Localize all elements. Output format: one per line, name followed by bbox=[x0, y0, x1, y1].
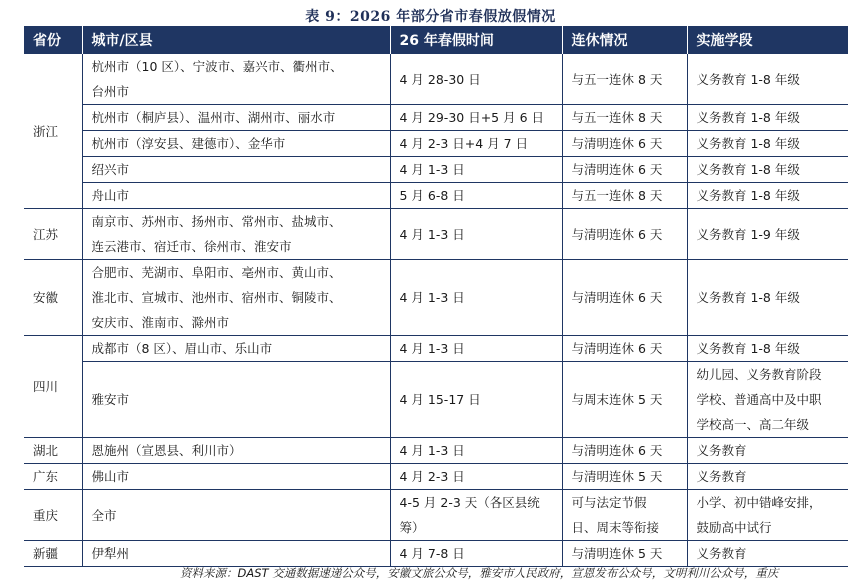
time-cell-line: 4 月 29-30 日+5 月 6 日 bbox=[399, 110, 544, 125]
time-cell bbox=[390, 183, 562, 209]
table-title: 表 9：2026 年部分省市春假放假情况 bbox=[305, 9, 556, 25]
break-cell bbox=[562, 105, 687, 131]
stage-cell-line: 小学、初中错峰安排， bbox=[696, 495, 822, 510]
break-cell bbox=[562, 260, 687, 336]
stage-cell-line: 义务教育 bbox=[696, 546, 747, 561]
break-cell-line: 与清明连休 6 天 bbox=[571, 443, 663, 458]
break-cell-line: 与清明连休 6 天 bbox=[571, 290, 663, 305]
city-cell bbox=[82, 209, 390, 260]
stage-cell-line: 义务教育 1-8 年级 bbox=[696, 136, 800, 151]
time-cell bbox=[390, 490, 562, 541]
break-cell-line: 与五一连休 8 天 bbox=[571, 188, 663, 203]
city-cell bbox=[82, 105, 390, 131]
stage-cell bbox=[687, 183, 848, 209]
city-cell bbox=[82, 541, 390, 567]
table-row bbox=[24, 438, 848, 464]
city-cell-line: 杭州市（10 区）、宁波市、嘉兴市、衢州市、 bbox=[91, 59, 343, 74]
city-cell bbox=[82, 54, 390, 105]
stage-cell bbox=[687, 157, 848, 183]
province-cell: 重庆 bbox=[24, 490, 82, 541]
header-city: 城市/区县 bbox=[82, 26, 390, 54]
city-cell bbox=[82, 131, 390, 157]
time-cell bbox=[390, 541, 562, 567]
break-cell-line: 与周末连休 5 天 bbox=[571, 392, 663, 407]
province-cell: 浙江 bbox=[24, 54, 82, 209]
time-cell bbox=[390, 362, 562, 438]
header-time: 26 年春假时间 bbox=[390, 26, 562, 54]
stage-cell-line: 义务教育 1-8 年级 bbox=[696, 188, 800, 203]
time-cell-line: 4 月 2-3 日+4 月 7 日 bbox=[399, 136, 529, 151]
stage-cell bbox=[687, 362, 848, 438]
break-cell-line: 与清明连休 6 天 bbox=[571, 162, 663, 177]
break-cell-line: 与五一连休 8 天 bbox=[571, 110, 663, 125]
stage-cell-line: 义务教育 bbox=[696, 443, 747, 458]
time-cell-line: 4-5 月 2-3 天（各区县统 bbox=[399, 495, 540, 510]
city-cell-line: 成都市（8 区）、眉山市、乐山市 bbox=[91, 341, 273, 356]
time-cell-line: 4 月 28-30 日 bbox=[399, 71, 481, 87]
province-cell: 安徽 bbox=[24, 260, 82, 336]
stage-cell-line: 学校、普通高中及中职 bbox=[696, 392, 822, 407]
province-cell: 四川 bbox=[24, 336, 82, 438]
city-cell bbox=[82, 336, 390, 362]
stage-cell-line: 义务教育 1-8 年级 bbox=[696, 290, 800, 305]
city-cell-line: 绍兴市 bbox=[91, 162, 130, 177]
time-cell-line: 5 月 6-8 日 bbox=[399, 188, 465, 203]
city-cell-line: 佛山市 bbox=[91, 469, 130, 484]
table-row bbox=[24, 131, 848, 157]
break-cell-line: 与清明连休 6 天 bbox=[571, 136, 663, 151]
time-cell-line: 4 月 1-3 日 bbox=[399, 341, 465, 356]
break-cell bbox=[562, 157, 687, 183]
table-row bbox=[24, 464, 848, 490]
time-cell-line: 4 月 2-3 日 bbox=[399, 469, 465, 484]
stage-cell bbox=[687, 336, 848, 362]
city-cell-line: 伊犁州 bbox=[91, 546, 130, 561]
city-cell-line: 南京市、苏州市、扬州市、常州市、盐城市、 bbox=[91, 214, 342, 229]
time-cell bbox=[390, 54, 562, 105]
city-cell-line: 恩施州（宣恩县、利川市） bbox=[91, 443, 242, 458]
time-cell-line: 4 月 1-3 日 bbox=[399, 162, 465, 177]
stage-cell bbox=[687, 464, 848, 490]
time-cell-line: 4 月 1-3 日 bbox=[399, 226, 465, 242]
stage-cell bbox=[687, 438, 848, 464]
city-cell-line: 全市 bbox=[91, 507, 117, 523]
time-cell-line: 筹） bbox=[399, 520, 425, 535]
table-row bbox=[24, 362, 848, 438]
time-cell bbox=[390, 260, 562, 336]
break-cell-line: 与清明连休 5 天 bbox=[571, 469, 663, 484]
city-cell bbox=[82, 490, 390, 541]
city-cell-line: 雅安市 bbox=[91, 392, 130, 407]
time-cell-line: 4 月 1-3 日 bbox=[399, 443, 465, 458]
time-cell bbox=[390, 464, 562, 490]
header-row bbox=[24, 26, 848, 54]
stage-cell-line: 义务教育 1-9 年级 bbox=[696, 226, 800, 242]
table-row bbox=[24, 260, 848, 336]
break-cell bbox=[562, 209, 687, 260]
break-cell-line: 与五一连休 8 天 bbox=[571, 71, 663, 87]
break-cell bbox=[562, 490, 687, 541]
source-note: 资料来源：DAST 交通数据速递公众号，安徽文旅公众号，雅安市人民政府，宣恩发布公众号，文明利川公众号，重庆 bbox=[180, 566, 779, 580]
city-cell bbox=[82, 362, 390, 438]
break-cell bbox=[562, 54, 687, 105]
table-row bbox=[24, 541, 848, 567]
stage-cell-line: 义务教育 1-8 年级 bbox=[696, 71, 800, 87]
city-cell bbox=[82, 438, 390, 464]
province-cell: 湖北 bbox=[24, 438, 82, 464]
table-row bbox=[24, 157, 848, 183]
break-cell-line: 与清明连休 6 天 bbox=[571, 341, 663, 356]
break-cell bbox=[562, 131, 687, 157]
break-cell bbox=[562, 362, 687, 438]
time-cell bbox=[390, 157, 562, 183]
city-cell-line: 杭州市（桐庐县）、温州市、湖州市、丽水市 bbox=[91, 110, 336, 125]
stage-cell bbox=[687, 260, 848, 336]
time-cell bbox=[390, 438, 562, 464]
city-cell-line: 淮北市、宣城市、池州市、宿州市、铜陵市、 bbox=[91, 290, 342, 305]
stage-cell-line: 鼓励高中试行 bbox=[696, 520, 772, 535]
province-cell: 新疆 bbox=[24, 541, 82, 567]
break-cell-line: 日、周末等衔接 bbox=[571, 520, 660, 535]
table-row bbox=[24, 183, 848, 209]
time-cell bbox=[390, 336, 562, 362]
time-cell-line: 4 月 15-17 日 bbox=[399, 392, 481, 407]
table-row bbox=[24, 336, 848, 362]
time-cell-line: 4 月 1-3 日 bbox=[399, 290, 465, 305]
city-cell-line: 杭州市（淳安县、建德市）、金华市 bbox=[91, 136, 286, 151]
stage-cell bbox=[687, 131, 848, 157]
city-cell-line: 台州市 bbox=[91, 84, 130, 99]
table-row bbox=[24, 54, 848, 105]
stage-cell-line: 幼儿园、义务教育阶段 bbox=[696, 367, 822, 382]
break-cell bbox=[562, 183, 687, 209]
time-cell bbox=[390, 131, 562, 157]
break-cell-line: 可与法定节假 bbox=[571, 495, 647, 510]
city-cell-line: 舟山市 bbox=[91, 188, 130, 203]
stage-cell-line: 义务教育 1-8 年级 bbox=[696, 110, 800, 125]
break-cell bbox=[562, 336, 687, 362]
city-cell bbox=[82, 157, 390, 183]
header-break: 连休情况 bbox=[562, 26, 687, 54]
table-row bbox=[24, 105, 848, 131]
stage-cell bbox=[687, 490, 848, 541]
province-cell: 江苏 bbox=[24, 209, 82, 260]
header-stage: 实施学段 bbox=[687, 26, 848, 54]
table-header bbox=[24, 26, 848, 54]
city-cell-line: 安庆市、淮南市、滁州市 bbox=[91, 315, 230, 330]
time-cell bbox=[390, 105, 562, 131]
table-row bbox=[24, 209, 848, 260]
city-cell-line: 连云港市、宿迁市、徐州市、淮安市 bbox=[91, 239, 292, 254]
time-cell bbox=[390, 209, 562, 260]
header-province: 省份 bbox=[24, 26, 82, 54]
break-cell bbox=[562, 438, 687, 464]
province-cell: 广东 bbox=[24, 464, 82, 490]
stage-cell bbox=[687, 209, 848, 260]
city-cell bbox=[82, 464, 390, 490]
stage-cell-line: 学校高一、高二年级 bbox=[696, 417, 810, 432]
city-cell bbox=[82, 260, 390, 336]
stage-cell-line: 义务教育 1-8 年级 bbox=[696, 341, 800, 356]
stage-cell-line: 义务教育 1-8 年级 bbox=[696, 162, 800, 177]
table-body bbox=[24, 54, 848, 567]
stage-cell-line: 义务教育 bbox=[696, 469, 747, 484]
stage-cell bbox=[687, 541, 848, 567]
break-cell-line: 与清明连休 6 天 bbox=[571, 226, 663, 242]
time-cell-line: 4 月 7-8 日 bbox=[399, 546, 465, 561]
spring-break-table bbox=[24, 26, 848, 567]
city-cell bbox=[82, 183, 390, 209]
break-cell bbox=[562, 541, 687, 567]
break-cell bbox=[562, 464, 687, 490]
break-cell-line: 与清明连休 5 天 bbox=[571, 546, 663, 561]
stage-cell bbox=[687, 54, 848, 105]
city-cell-line: 合肥市、芜湖市、阜阳市、亳州市、黄山市、 bbox=[91, 265, 342, 280]
stage-cell bbox=[687, 105, 848, 131]
table-row bbox=[24, 490, 848, 541]
